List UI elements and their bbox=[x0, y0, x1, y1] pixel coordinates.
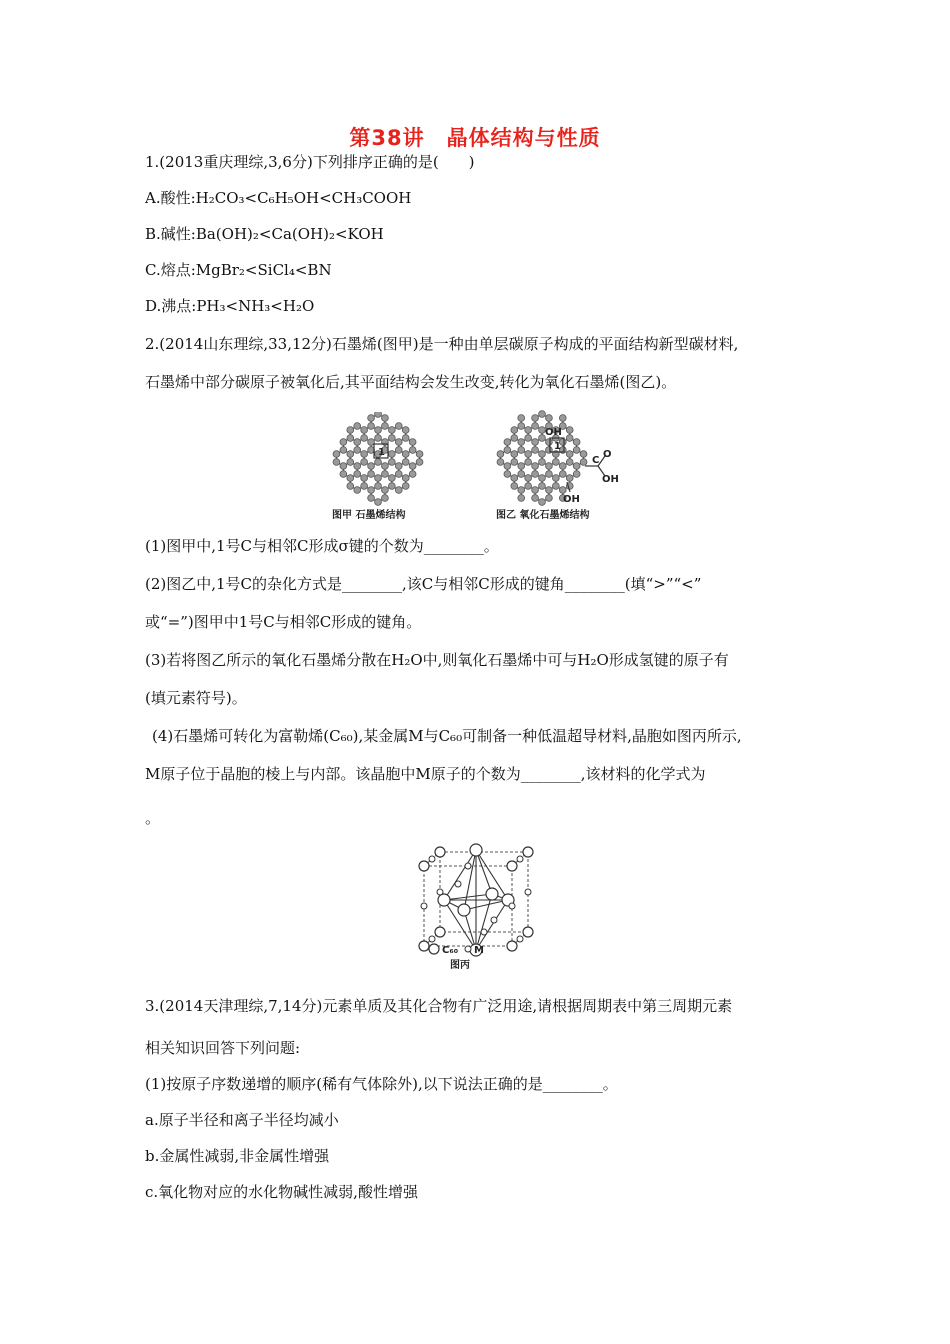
carbon-atom bbox=[340, 463, 347, 470]
q2-part3-line1: (3)若将图乙所示的氧化石墨烯分散在H₂O中,则氧化石墨烯中可与H₂O形成氢键的原子有 bbox=[145, 651, 729, 669]
q1-option-b: B.碱性:Ba(OH)₂<Ca(OH)₂<KOH bbox=[145, 225, 384, 243]
carbon-atom bbox=[532, 463, 539, 470]
carbon-atom bbox=[388, 483, 395, 490]
carbon-atom bbox=[539, 459, 546, 466]
q2-part2-line1: (2)图乙中,1号C的杂化方式是________,该C与相邻C形成的键角________(填“>”“<” bbox=[145, 575, 702, 593]
carbon-atom bbox=[402, 459, 409, 466]
carbon-atom bbox=[395, 447, 402, 454]
carbon-atom bbox=[518, 415, 525, 422]
carbon-atom bbox=[539, 411, 546, 418]
carbon-atom bbox=[518, 471, 525, 478]
q3-option-b: b.金属性减弱,非金属性增强 bbox=[145, 1147, 330, 1165]
yi-label-1: 1 bbox=[554, 441, 561, 452]
carbon-atom bbox=[368, 495, 375, 502]
carbon-atom bbox=[375, 412, 382, 417]
carbon-atom bbox=[368, 423, 375, 430]
carbon-atom bbox=[511, 475, 518, 482]
carbon-atom bbox=[518, 487, 525, 494]
carbon-atom bbox=[504, 439, 511, 446]
carbon-atom bbox=[511, 435, 518, 442]
carbon-atom bbox=[518, 447, 525, 454]
carbon-atom bbox=[504, 463, 511, 470]
q3-option-a: a.原子半径和离子半径均减小 bbox=[145, 1111, 339, 1129]
carbon-atom bbox=[566, 475, 573, 482]
carbon-atom bbox=[388, 435, 395, 442]
carbon-atom bbox=[566, 435, 573, 442]
carbon-atom bbox=[409, 463, 416, 470]
carbon-atom bbox=[375, 435, 382, 442]
carbon-atom bbox=[361, 451, 368, 458]
carbon-atom bbox=[573, 447, 580, 454]
carbon-atom bbox=[402, 475, 409, 482]
carbon-atom bbox=[580, 451, 587, 458]
carbon-atom bbox=[382, 463, 389, 470]
figure-crystal-cell bbox=[410, 838, 544, 972]
carbon-atom bbox=[333, 451, 340, 458]
carbon-atom bbox=[333, 459, 340, 466]
carbon-atom bbox=[375, 499, 382, 506]
q1-option-d: D.沸点:PH₃<NH₃<H₂O bbox=[145, 297, 315, 315]
carbon-atom bbox=[532, 423, 539, 430]
page-title: 第38讲 晶体结构与性质 bbox=[349, 126, 601, 150]
legend-m-marker bbox=[465, 946, 471, 952]
q1-option-c: C.熔点:MgBr₂<SiCl₄<BN bbox=[145, 261, 332, 279]
carbon-atom bbox=[395, 423, 402, 430]
carbon-atom bbox=[375, 459, 382, 466]
q2-part2-line2: 或“=”)图甲中1号C与相邻C形成的键角。 bbox=[145, 613, 422, 631]
carbon-atom bbox=[361, 435, 368, 442]
legend-m: M bbox=[474, 945, 484, 956]
carbon-atom bbox=[388, 475, 395, 482]
carbon-atom bbox=[546, 495, 553, 502]
carbon-atom bbox=[382, 487, 389, 494]
carbon-atom bbox=[347, 459, 354, 466]
q2-part3-line2: (填元素符号)。 bbox=[145, 689, 247, 707]
figure-graphene bbox=[318, 412, 438, 526]
carbon-atom bbox=[395, 439, 402, 446]
carbon-atom bbox=[518, 495, 525, 502]
carbon-atom bbox=[354, 423, 361, 430]
q2-stem-line1: 2.(2014山东理综,33,12分)石墨烯(图甲)是一种由单层碳原子构成的平面结构新型碳材料, bbox=[145, 335, 739, 353]
carbon-atom bbox=[518, 439, 525, 446]
carbon-atom bbox=[546, 463, 553, 470]
carbon-atom bbox=[361, 427, 368, 434]
carbon-atom bbox=[546, 487, 553, 494]
yi-oh-right: OH bbox=[602, 474, 619, 485]
carbon-atom bbox=[388, 427, 395, 434]
carbon-atom bbox=[368, 415, 375, 422]
legend-c60: C₆₀ bbox=[442, 945, 459, 956]
carbon-atom bbox=[511, 451, 518, 458]
carbon-atom bbox=[559, 471, 566, 478]
carbon-atom bbox=[525, 435, 532, 442]
carbon-atom bbox=[539, 451, 546, 458]
carbon-atom bbox=[504, 471, 511, 478]
carbon-atom bbox=[395, 487, 402, 494]
carbon-atom bbox=[511, 427, 518, 434]
carbon-atom bbox=[354, 447, 361, 454]
q3-part1: (1)按原子序数递增的顺序(稀有气体除外),以下说法正确的是________。 bbox=[145, 1075, 618, 1093]
carbon-atom bbox=[552, 475, 559, 482]
carbon-atom bbox=[497, 459, 504, 466]
carbon-atom bbox=[566, 427, 573, 434]
figure-jia-caption: 图甲 石墨烯结构 bbox=[332, 510, 406, 521]
carbon-atom bbox=[382, 471, 389, 478]
carbon-atom bbox=[532, 487, 539, 494]
q3-stem-line1: 3.(2014天津理综,7,14分)元素单质及其化合物有广泛用途,请根据周期表中第三周期元素 bbox=[145, 997, 733, 1015]
yi-oh-top: OH bbox=[545, 427, 562, 438]
carbon-atom bbox=[388, 451, 395, 458]
carbon-atom bbox=[546, 439, 553, 446]
q2-part4-line2: M原子位于晶胞的棱上与内部。该晶胞中M原子的个数为________,该材料的化学式为 bbox=[145, 765, 706, 783]
figure-yi-caption: 图乙 氧化石墨烯结构 bbox=[496, 510, 590, 521]
carbon-atom bbox=[361, 475, 368, 482]
carbon-atom bbox=[347, 435, 354, 442]
carbon-atom bbox=[402, 483, 409, 490]
yi-oh-bottom: OH bbox=[563, 494, 580, 505]
carbon-atom bbox=[546, 415, 553, 422]
carbon-atom bbox=[340, 471, 347, 478]
carbon-atom bbox=[354, 471, 361, 478]
carbon-atom bbox=[566, 451, 573, 458]
carbon-atom bbox=[347, 483, 354, 490]
carbon-atom bbox=[518, 463, 525, 470]
carbon-atom bbox=[368, 471, 375, 478]
carbon-atom bbox=[361, 483, 368, 490]
carbon-atom bbox=[573, 439, 580, 446]
carbon-atom bbox=[511, 483, 518, 490]
carbon-atom bbox=[539, 483, 546, 490]
carbon-atom bbox=[559, 463, 566, 470]
carbon-atom bbox=[382, 423, 389, 430]
q2-part4-line1: (4)石墨烯可转化为富勒烯(C₆₀),某金属M与C₆₀可制备一种低温超导材料,晶胞如图丙所示, bbox=[152, 727, 742, 745]
carbon-atom bbox=[388, 459, 395, 466]
q2-part1: (1)图甲中,1号C与相邻C形成σ键的个数为________。 bbox=[145, 537, 499, 555]
carbon-atom bbox=[552, 459, 559, 466]
carbon-atom bbox=[354, 439, 361, 446]
carbon-atom bbox=[566, 459, 573, 466]
carbon-atom bbox=[402, 427, 409, 434]
carbon-atom bbox=[559, 415, 566, 422]
carbon-atom bbox=[375, 427, 382, 434]
carbon-atom bbox=[504, 447, 511, 454]
carbon-atom bbox=[361, 459, 368, 466]
q3-option-c: c.氧化物对应的水化物碱性减弱,酸性增强 bbox=[145, 1183, 418, 1201]
carbon-atom bbox=[340, 439, 347, 446]
carbon-atom bbox=[402, 451, 409, 458]
carbon-atom bbox=[347, 475, 354, 482]
carbon-atom bbox=[532, 495, 539, 502]
figure-graphene-oxide bbox=[484, 410, 634, 526]
jia-label-1: 1 bbox=[378, 447, 385, 458]
carbon-atom bbox=[497, 451, 504, 458]
carbon-atom bbox=[368, 463, 375, 470]
carbon-atom bbox=[375, 475, 382, 482]
carbon-atom bbox=[409, 471, 416, 478]
carbon-atom bbox=[573, 463, 580, 470]
carbon-atom bbox=[525, 459, 532, 466]
carbon-atom bbox=[525, 475, 532, 482]
carbon-atom bbox=[525, 427, 532, 434]
legend-c60-marker bbox=[429, 944, 439, 954]
carbon-atom bbox=[347, 451, 354, 458]
carbon-atom bbox=[347, 427, 354, 434]
carbon-atom bbox=[416, 459, 423, 466]
carbon-atom bbox=[539, 475, 546, 482]
q1-stem: 1.(2013重庆理综,3,6分)下列排序正确的是( ) bbox=[145, 153, 475, 171]
q1-option-a: A.酸性:H₂CO₃<C₆H₅OH<CH₃COOH bbox=[145, 189, 412, 207]
carbon-atom bbox=[382, 415, 389, 422]
carbon-atom bbox=[409, 439, 416, 446]
carbon-atom bbox=[402, 435, 409, 442]
carbon-atom bbox=[416, 451, 423, 458]
carbon-atom bbox=[559, 487, 566, 494]
carbon-atom bbox=[573, 471, 580, 478]
carbon-atom bbox=[395, 471, 402, 478]
yi-carboxyl-c: C bbox=[592, 455, 600, 466]
carbon-atom bbox=[340, 447, 347, 454]
carbon-atom bbox=[532, 439, 539, 446]
carbon-atom bbox=[354, 487, 361, 494]
carbon-atom bbox=[532, 471, 539, 478]
carbon-atom bbox=[525, 451, 532, 458]
carbon-atom bbox=[395, 463, 402, 470]
q3-stem-line2: 相关知识回答下列问题: bbox=[145, 1039, 301, 1057]
carbon-atom bbox=[375, 483, 382, 490]
q2-stem-line2: 石墨烯中部分碳原子被氧化后,其平面结构会发生改变,转化为氧化石墨烯(图乙)。 bbox=[145, 373, 677, 391]
carbon-atom bbox=[354, 463, 361, 470]
carbon-atom bbox=[525, 483, 532, 490]
carbon-atom bbox=[511, 459, 518, 466]
carbon-atom bbox=[409, 447, 416, 454]
carbon-atom bbox=[546, 471, 553, 478]
yi-carboxyl-o: O bbox=[603, 449, 612, 460]
carbon-atom bbox=[382, 495, 389, 502]
carbon-atom bbox=[539, 499, 546, 506]
carbon-atom bbox=[580, 459, 587, 466]
carbon-atom bbox=[518, 423, 525, 430]
q2-part4-line3: 。 bbox=[145, 809, 161, 827]
carbon-atom bbox=[368, 487, 375, 494]
figure-bing-caption: 图丙 bbox=[450, 960, 470, 971]
carbon-atom bbox=[552, 483, 559, 490]
carbon-atom bbox=[532, 447, 539, 454]
carbon-atom bbox=[532, 415, 539, 422]
